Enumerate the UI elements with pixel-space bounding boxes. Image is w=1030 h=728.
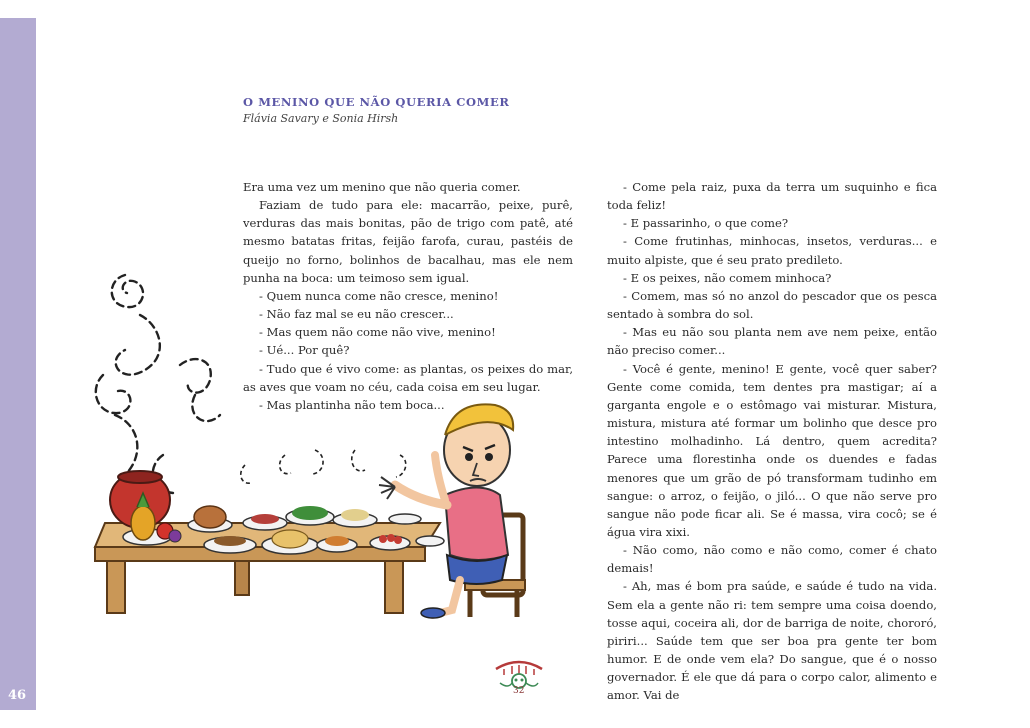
right-text-column bbox=[607, 178, 937, 705]
story-title: O MENINO QUE NÃO QUERIA COMER bbox=[243, 95, 510, 109]
page-number: 46 bbox=[8, 688, 27, 703]
paragraph: - Come frutinhas, minhocas, insetos, verduras... e muito alpiste, que é seu prato predileto. bbox=[607, 234, 937, 267]
paragraph: - E os peixes, não comem minhoca? bbox=[623, 270, 832, 285]
paragraph: - Não como, não como e não como, comer é chato demais! bbox=[607, 543, 937, 576]
boy-refusing-food-illustration bbox=[85, 255, 575, 625]
paragraph: - Ué... Por quê? bbox=[259, 343, 350, 358]
paragraph: - Você é gente, menino! E gente, você quer saber? Gente come comida, tem dentes pra mastigar; aí a garganta engole e o estômago vai misturar. Mistura, mistura, mistura até formar um bolinho que desce pro intestino molhadinho. Lá dentro, quem acredita? Parece uma florestinha onde os duendes e fadas menores que um grão de pó transformam tudinho em sangue: o arroz, o feijão, o jiló... O que não serve pro sangue não pode ficar ali. Se é massa, vira cocô; se é água vira xixi. bbox=[607, 361, 937, 539]
paragraph: - Ah, mas é bom pra saúde, e saúde é tudo na vida. Sem ela a gente não ri: tem sempre uma coisa doendo, tosse aqui, coceira ali, dor de barriga de noite, chororó, piriri... Saúde tem que ser boa pra gente ter bom humor. E de onde vem ela? Do sangue, que é o nosso governador. É ele que dá para o corpo calor, alimento e amor. Vai de bbox=[607, 579, 937, 703]
paragraph: - Come pela raiz, puxa da terra um suquinho e fica toda feliz! bbox=[607, 180, 937, 213]
paragraph: - Quem nunca come não cresce, menino! bbox=[259, 288, 499, 303]
ornament-label: 32 bbox=[513, 686, 525, 696]
paragraph: - E passarinho, o que come? bbox=[623, 216, 789, 231]
paragraph: - Mas eu não sou planta nem ave nem peixe, então não preciso comer... bbox=[607, 325, 937, 358]
paragraph: - Comem, mas só no anzol do pescador que os pesca sentado à sombra do sol. bbox=[607, 288, 937, 322]
side-band bbox=[0, 18, 36, 710]
paragraph: - Não faz mal se eu não crescer... bbox=[259, 307, 454, 322]
story-authors: Flávia Savary e Sonia Hirsh bbox=[243, 112, 399, 125]
paragraph: Faziam de tudo para ele: macarrão, peixe, purê, verduras das mais bonitas, pão de trigo com patê, até mesmo batatas fritas, feijão farofa, curau, pastéis de queijo no forno, bolinhos de bacalhau, mas ele nem punha na boca: um teimoso sem igual. bbox=[243, 198, 573, 285]
paragraph: - Tudo que é vivo come: as plantas, os peixes do mar, as aves que voam no céu, cada coisa em seu lugar. bbox=[243, 361, 573, 394]
paragraph: Era uma vez um menino que não queria comer. bbox=[243, 180, 521, 194]
paragraph: - Mas plantinha não tem boca... bbox=[259, 397, 445, 412]
paragraph: - Mas quem não come não vive, menino! bbox=[259, 325, 496, 340]
